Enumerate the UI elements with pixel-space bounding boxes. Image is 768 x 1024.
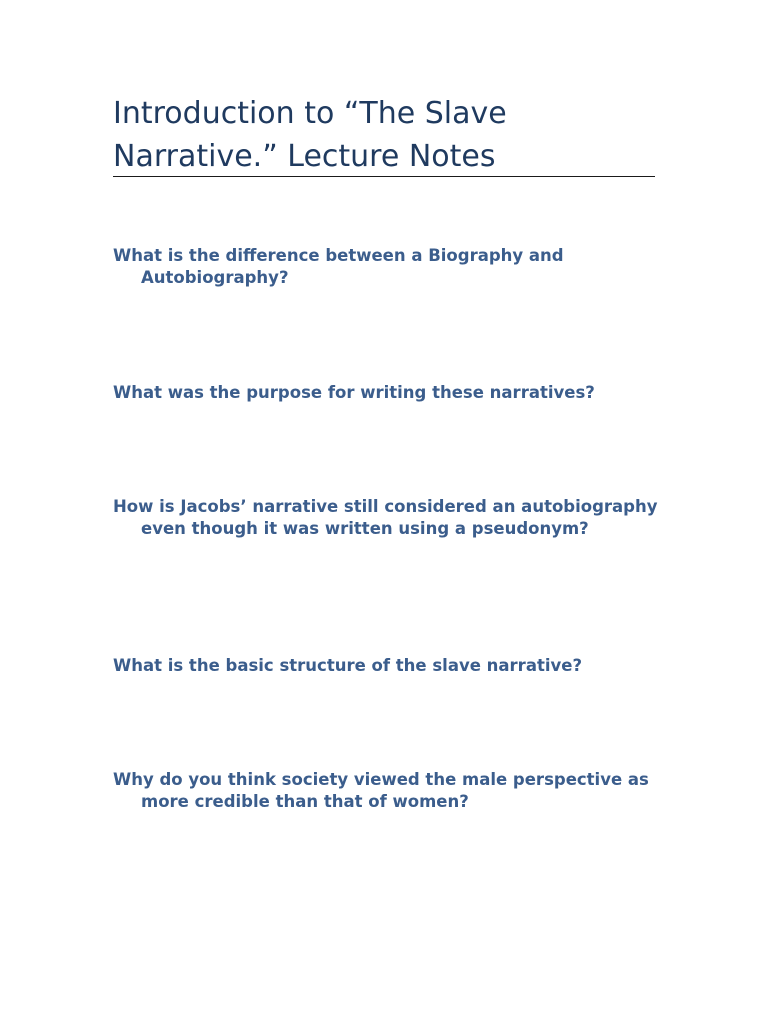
question-male-perspective: Why do you think society viewed the male perspective as more credible than that of women?	[113, 770, 649, 811]
title-underline	[113, 176, 655, 177]
question-jacobs-pseudonym: How is Jacobs’ narrative still considered an autobiography even though it was written using a pseudonym?	[113, 497, 658, 538]
question-basic-structure: What is the basic structure of the slave narrative?	[113, 656, 583, 675]
question-biography-vs-autobiography: What is the difference between a Biography and Autobiography?	[113, 246, 564, 287]
document-title: Introduction to “The Slave Narrative.” Lecture Notes	[113, 96, 507, 174]
question-purpose: What was the purpose for writing these narratives?	[113, 383, 595, 402]
